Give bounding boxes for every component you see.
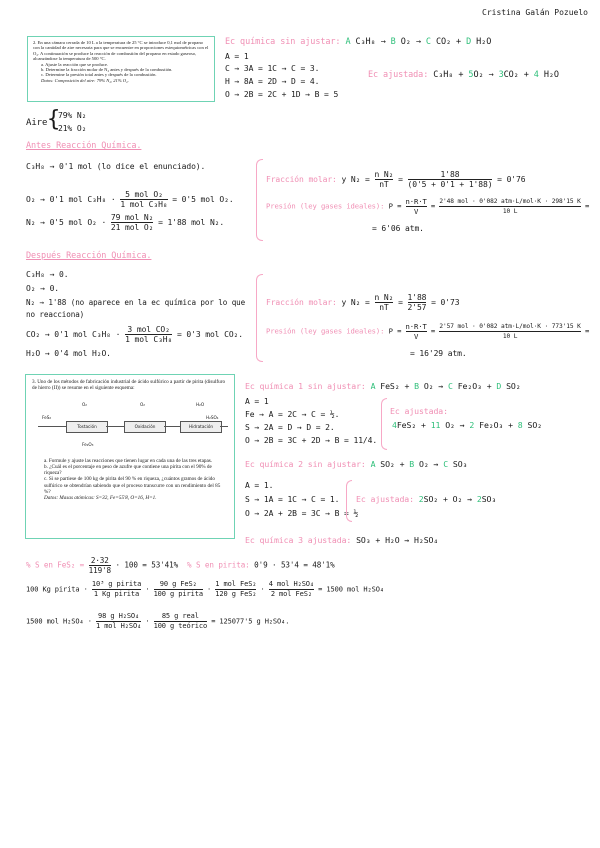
problem-2-item-b: b. Determine la fracción molar de N₂ antes y después de la combustión. (41, 67, 173, 73)
problem-3-datos: Datos: Masas atómicas: S=32, Fe=55'8, O=16, H=1. (44, 495, 157, 502)
problem-3-item-a: a. Formule y ajuste las reacciones que tienen lugar en cada una de las tres etapas. (44, 457, 213, 464)
diagram-hidratacion: Hidratación (180, 421, 222, 433)
eq1-brace (381, 398, 387, 450)
despues-title: Después Reacción Química. (26, 251, 152, 261)
eq1-ajustada: 4FeS₂ + 11 O₂ → 2 Fe₂O₃ + 8 SO₂ (392, 420, 542, 430)
moles-h2so4: 100 Kg pirita · 10³ g pirita 1 Kg pirita · 90 g FeS₂ 100 g pirita · 1 mol FeS₂ 120 g FeS₂ · 4 mol H₂SO₄ 2 mol FeS₂ = 1500 mol H₂SO₄ (26, 580, 385, 598)
antes-presion-result: = 6'06 atm. (372, 224, 424, 233)
aire-n2: 79% N₂ (58, 111, 87, 120)
problem-2-text: 2. En una cámara cerrada de 10 L a la temperatura de 25 °C se introduce 0,1 mol de propano con la cantidad de aire necesaria para que se encuentre en proporciones estequiométricas con el O₂. A continuación se produce la reacción de combustión del propano en estado gaseoso, alcanzándose la temperatura de 500 °C. (33, 40, 209, 62)
despues-presion-result: = 16'29 atm. (410, 349, 467, 358)
problem-2-datos: Datos: Composición del aire: 79% N₂, 21% O₂. (41, 77, 129, 83)
eq1-sin-ajustar: Ec química 1 sin ajustar: A FeS₂ + B O₂ → C Fe₂O₃ + D SO₂ (245, 381, 521, 391)
antes-brace (256, 159, 263, 241)
balance-line-1: A = 1 (225, 52, 249, 61)
diagram-oxidacion: Oxidación (124, 421, 166, 433)
aire-label: Aire (26, 118, 48, 128)
eq1-line-3: S → 2A = D → D = 2. (245, 423, 335, 432)
problem-3-item-c: c. Si se partiese de 100 kg de pirita del 90 % en riqueza, ¿cuántos gramos de ácido sulfúrico se obtendrían sabiendo que el proceso transcurre con un rendimiento del 85 %? (44, 476, 221, 496)
aire-o2: 21% O₂ (58, 124, 87, 133)
despues-o2: O₂ → 0. (26, 284, 60, 293)
antes-c3h8: C₃H₈ → 0'1 mol (lo dice el enunciado). (26, 162, 206, 171)
balance-line-2: C → 3A = 1C → C = 3. (225, 64, 320, 73)
diagram-out: H₂SO₄ (206, 414, 219, 420)
eq2-line-1: A = 1. (245, 481, 274, 490)
eq2-sin-ajustar: Ec química 2 sin ajustar: A SO₂ + B O₂ → C SO₃ (245, 459, 468, 469)
eq1-line-1: A = 1 (245, 397, 269, 406)
diagram-in: FeS₂ (42, 414, 52, 420)
eq2-line-2: S → 1A = 1C → C = 1. (245, 495, 340, 504)
antes-n2: N₂ → 0'5 mol O₂ · 79 mol N₂ 21 mol O₂ = 1'88 mol N₂. (26, 213, 225, 232)
eq2-line-3: O → 2A + 2B = 3C → B = ½ (245, 509, 359, 518)
eq-sin-ajustar: Ec química sin ajustar: A C₃H₈ → B O₂ → C CO₂ + D H₂O (225, 37, 492, 47)
gramos-h2so4: 1500 mol H₂SO₄ · 98 g H₂SO₄ 1 mol H₂SO₄ · 85 g real 100 g teórico = 125077'5 g H₂SO₄. (26, 612, 290, 630)
diagram-o2-2: O₂ (140, 401, 145, 407)
despues-h2o: H₂O → 0'4 mol H₂O. (26, 349, 111, 358)
problem-3-text: 3. Uno de los métodos de fabricación industrial de ácido sulfúrico a partir de pirita (disulfuro de hierro (II)) se resume en el siguiente esquema: (32, 379, 226, 392)
eq3-ajustada: Ec química 3 ajustada: SO₃ + H₂O → H₂SO₄ (245, 535, 439, 545)
despues-n2: N₂ → 1'88 (no aparece en la ec química por lo que no reacciona) (26, 298, 246, 319)
problem-3-item-b: b. ¿Cuál es el porcentaje en peso de azufre que contiene una pirita con el 90% de riqueza? (44, 463, 212, 477)
problem-3-box (25, 374, 235, 539)
author-name: Cristina Galán Pozuelo (482, 8, 588, 17)
diagram-fe2o3: Fe₂O₃ (82, 441, 94, 447)
aire-brace: { (47, 107, 61, 132)
problem-2-box (27, 36, 215, 102)
eq2-brace (346, 480, 352, 522)
eq-ajustada: Ec ajustada: C₃H₈ + 5O₂ → 3CO₂ + 4 H₂O (368, 70, 559, 80)
despues-brace (256, 274, 263, 362)
antes-title: Antes Reacción Química. (26, 141, 142, 151)
despues-presion: Presión (ley gases ideales): P = $\frac{n\cdot R\cdot T}{V}$ = 2'57 mol · 0'082 atm·L/mol·K · 773'15 K 10 L = (266, 322, 590, 341)
balance-line-4: O → 2B = 2C + 1D → B = 5 (225, 90, 339, 99)
despues-c3h8: C₃H₈ → 0. (26, 270, 69, 279)
eq1-line-4: O → 2B = 3C + 2D → B = 11/4. (245, 436, 378, 445)
eq1-line-2: Fe → A = 2C → C = ½. (245, 410, 340, 419)
antes-presion: Presión (ley gases ideales): P = $\frac{n\cdot R\cdot T}{V}$ = 2'48 mol · 0'082 atm·L/mol·K · 298'15 K 10 L = (266, 197, 590, 216)
pct-azufre: % S en FeS₂ = $\frac{2\cdot 32}{119'8}$ · 100 = 53'41% % S en pirita: 0'9 · 53'4 = 48'1% (26, 556, 335, 575)
eq2-ajustada: Ec ajustada: 2SO₂ + O₂ → 2SO₃ (356, 494, 497, 504)
eq1-ajustada-title: Ec ajustada: (390, 406, 448, 416)
antes-fraccion: Fracción molar: y N₂ = $\frac{\text{n N₂}}{nT}$ = $\frac{1'88}{(0'5 + 0'1 + 1'88)}$ = 0'76 (266, 170, 526, 189)
diagram-o2-1: O₂ (82, 401, 87, 407)
process-diagram (32, 394, 228, 456)
antes-o2: O₂ → 0'1 mol C₃H₈ · 5 mol O₂ 1 mol C₃H₈ = 0'5 mol O₂. (26, 190, 234, 209)
despues-fraccion: Fracción molar: y N₂ = $\frac{\text{n N₂}}{nT}$ = $\frac{1'88}{2'57}$ = 0'73 (266, 293, 460, 312)
balance-line-3: H → 8A = 2D → D = 4. (225, 77, 320, 86)
diagram-h2o: H₂O (196, 401, 205, 407)
diagram-tostacion: Tostación (66, 421, 108, 433)
problem-2-item-a: a. Ajuste la reacción que se produce. (41, 61, 109, 67)
problem-2-item-c: c. Determine la presión total antes y después de la combustión. (41, 72, 157, 78)
despues-co2: CO₂ → 0'1 mol C₃H₈ · 3 mol CO₂ 1 mol C₃H₈ = 0'3 mol CO₂. (26, 325, 243, 344)
